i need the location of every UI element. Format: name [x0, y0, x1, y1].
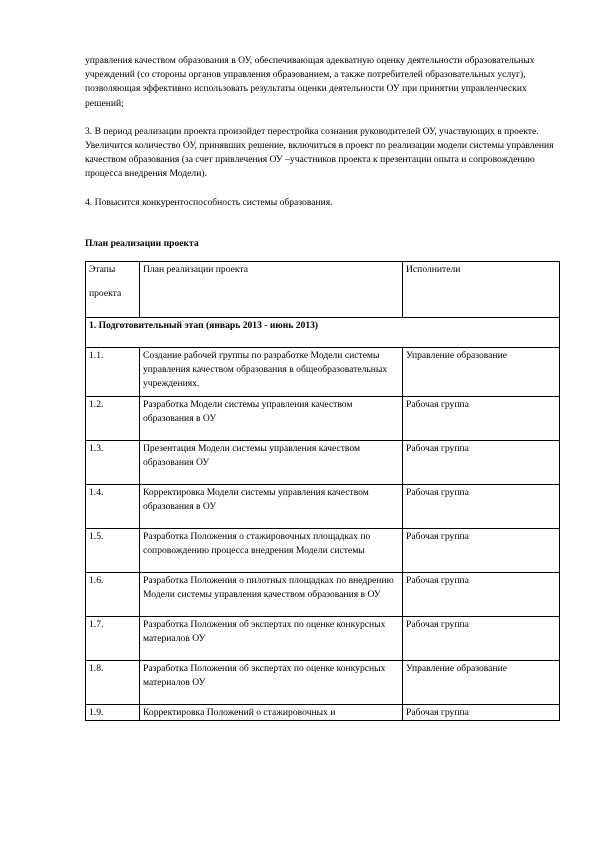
table-row	[86, 616, 560, 660]
row-number: 1.9.	[86, 704, 140, 720]
table-row	[86, 484, 560, 528]
document-page	[85, 54, 559, 721]
stage-row	[86, 318, 560, 348]
row-task: Корректировка Модели системы управления качеством образования в ОУ	[140, 484, 403, 528]
table-row	[86, 396, 560, 440]
row-task: Корректировка Положений о стажировочных и	[140, 704, 403, 720]
row-number: 1.5.	[86, 528, 140, 572]
plan-heading: План реализации проекта	[85, 237, 199, 249]
row-executor: Рабочая группа	[403, 396, 560, 440]
row-executor: Рабочая группа	[403, 572, 560, 616]
row-task: Создание рабочей группы по разработке Модели системы управления качеством образования в общеобразовательных учреждениях.	[140, 348, 403, 397]
table-row	[86, 528, 560, 572]
row-number: 1.2.	[86, 396, 140, 440]
header-stage-line1: Этапы	[89, 264, 116, 276]
table-row	[86, 572, 560, 616]
row-number: 1.8.	[86, 660, 140, 704]
row-executor: Рабочая группа	[403, 484, 560, 528]
row-executor: Рабочая группа	[403, 528, 560, 572]
row-task: Презентация Модели системы управления качеством образования ОУ	[140, 440, 403, 484]
row-executor: Рабочая группа	[403, 440, 560, 484]
table-header-row	[86, 262, 560, 318]
row-task: Разработка Положения об экспертах по оценке конкурсных материалов ОУ	[140, 660, 403, 704]
row-task: Разработка Положения о пилотных площадках по внедрению Модели системы управления качеством образования в ОУ	[140, 572, 403, 616]
plan-table	[85, 261, 560, 721]
header-plan-cell: План реализации проекта	[140, 262, 403, 318]
paragraph-3: 4. Повысится конкурентоспособность системы образования.	[85, 196, 333, 208]
paragraph-2: 3. В период реализации проекта произойдет перестройка сознания руководителей ОУ, участвующих в проекте. Увеличится количество ОУ, принявших решение, включиться в проект по реализации модели системы управления качеством образования (за счет привлечения ОУ –участников проекта к презентации опыта и сопровождению процесса внедрения Модели).	[85, 125, 554, 180]
header-stage-line2: проекта	[89, 288, 122, 300]
table-row	[86, 348, 560, 397]
row-executor: Рабочая группа	[403, 616, 560, 660]
row-number: 1.1.	[86, 348, 140, 397]
row-task: Разработка Модели системы управления качеством образования в ОУ	[140, 396, 403, 440]
table-row	[86, 440, 560, 484]
row-executor: Рабочая группа	[403, 704, 560, 720]
stage-title: 1. Подготовительный этап (январь 2013 - июнь 2013)	[86, 318, 560, 348]
row-number: 1.4.	[86, 484, 140, 528]
header-executors-cell: Исполнители	[403, 262, 560, 318]
row-task: Разработка Положения об экспертах по оценке конкурсных материалов ОУ	[140, 616, 403, 660]
header-stage-cell	[86, 262, 140, 318]
row-number: 1.7.	[86, 616, 140, 660]
row-task: Разработка Положения о стажировочных площадках по сопровождению процесса внедрения Модели системы	[140, 528, 403, 572]
table-row	[86, 660, 560, 704]
table-row	[86, 704, 560, 720]
paragraph-1: управления качеством образования в ОУ, обеспечивающая адекватную оценку деятельности образовательных учреждений (со стороны органов управления образованием, а также потребителей образовательных услуг), позволяющая эффективно использовать результаты оценки деятельности ОУ при принятии управленческих решений;	[85, 55, 535, 109]
row-executor: Управление образование	[403, 660, 560, 704]
row-number: 1.3.	[86, 440, 140, 484]
row-executor: Управление образование	[403, 348, 560, 397]
row-number: 1.6.	[86, 572, 140, 616]
